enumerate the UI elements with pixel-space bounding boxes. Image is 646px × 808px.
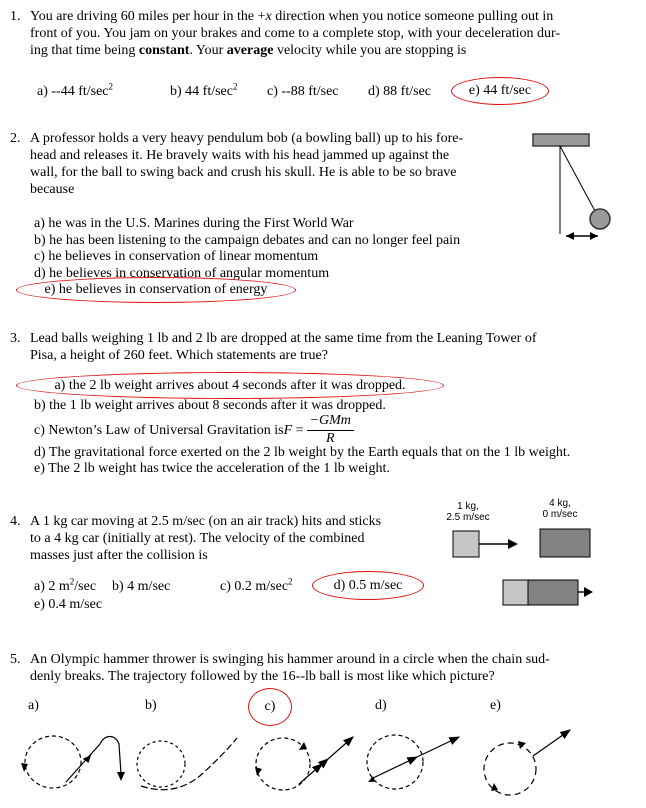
- trajectory-d: [363, 726, 470, 796]
- q5-text-line2: denly breaks. The trajectory followed by the 16--lb ball is most like which picture?: [30, 669, 495, 684]
- q2-text-line2: head and releases it. He bravely waits with his head jammed up against the: [30, 148, 450, 163]
- q4-option-c: c) 0.2 $m/\sec^2$: [220, 576, 293, 594]
- car2-block: [540, 529, 590, 557]
- car1-speed-label: 2.5 m/sec: [446, 512, 490, 523]
- formula-F: F: [283, 422, 293, 438]
- q2-option-d: d) he believes in conservation of angular momentum: [34, 266, 330, 281]
- combined-light-block: [503, 580, 528, 605]
- formula-equals: =: [295, 422, 304, 438]
- q1-option-d: d) 88 ft/sec: [368, 84, 431, 99]
- rotation-arrow-a: [21, 763, 28, 772]
- q5-label-a: a): [28, 698, 39, 713]
- collision-diagram: [440, 495, 646, 610]
- q3-number: 3.: [10, 331, 21, 346]
- q4-option-b: b) 4 m/sec: [112, 579, 171, 594]
- q4-text-line3: masses just after the collision is: [30, 548, 208, 563]
- combined-arrowhead: [584, 587, 593, 597]
- trajectory-path-d: [371, 737, 459, 779]
- q3-text-line2: Pisa, a height of 260 feet. Which statements are true?: [30, 348, 328, 363]
- circle-path-d: [367, 735, 423, 789]
- q1-text-line1: You are driving 60 miles per hour in the +x direction when you notice someone pulling out in: [30, 9, 554, 24]
- q3-answer-oval: [16, 372, 444, 399]
- trajectory-c: [253, 727, 365, 799]
- car1-arrowhead: [508, 539, 518, 549]
- circle-path-a: [25, 736, 81, 788]
- q2-answer-oval: [16, 277, 296, 303]
- q5-answer-oval: [248, 688, 292, 726]
- q4-option-a: a) 2 $m^2/\sec$: [34, 576, 97, 594]
- q4-number: 4.: [10, 514, 21, 529]
- trajectory-a: [16, 726, 138, 804]
- trajectory-e: [480, 721, 592, 801]
- q4-text-line2: to a 4 kg car (initially at rest). The velocity of the combined: [30, 531, 365, 546]
- q2-text-line1: A professor holds a very heavy pendulum bob (a bowling ball) up to his fore-: [30, 131, 464, 146]
- combined-dark-block: [528, 580, 578, 605]
- q2-option-b: b) he has been listening to the campaign debates and can no longer feel pain: [34, 233, 461, 248]
- q3-option-b: b) the 1 lb weight arrives about 8 seconds after it was dropped.: [34, 398, 386, 413]
- q2-text-line3: wall, for the ball to swing back and crush his skull. He is able to be so brave: [30, 165, 457, 180]
- q1-text-line3: ing that time being constant. Your average velocity while you are stopping is: [30, 43, 467, 58]
- trajectory-path-a: [66, 737, 121, 783]
- q4-option-e: e) 0.4 m/sec: [34, 597, 103, 612]
- q5-label-d: d): [375, 698, 387, 713]
- q2-option-a: a) he was in the U.S. Marines during the First World War: [34, 216, 354, 231]
- q5-label-b: b): [145, 698, 157, 713]
- pendulum-diagram: [525, 128, 635, 246]
- car2-speed-label: 0 m/sec: [542, 509, 578, 520]
- rotation-arrow-e-top: [518, 741, 526, 749]
- car1-block: [453, 531, 479, 557]
- q2-option-e: e) he believes in conservation of energy: [44, 282, 268, 297]
- swing-arrowhead-right: [590, 232, 598, 240]
- q5-label-e: e): [490, 698, 501, 713]
- q2-number: 2.: [10, 131, 21, 146]
- q3-option-a: a) the 2 lb weight arrives about 4 seconds after it was dropped.: [54, 377, 406, 393]
- q4-option-d: d) 0.5 m/sec: [333, 577, 403, 593]
- pendulum-bob: [590, 209, 610, 229]
- formula-numerator: −GMm: [307, 414, 354, 431]
- q3-text-line1: Lead balls weighing 1 lb and 2 lb are dropped at the same time from the Leaning Tower of: [30, 331, 537, 346]
- car1-mass-label: 1 kg,: [457, 501, 479, 512]
- formula-fraction: [307, 414, 354, 446]
- end-arrowhead-a: [117, 772, 125, 781]
- formula-denominator: R: [325, 430, 335, 446]
- q5-number: 5.: [10, 652, 21, 667]
- car2-mass-label: 4 kg,: [549, 498, 571, 509]
- pendulum-ceiling: [533, 134, 589, 146]
- q1-answer-oval: [451, 77, 549, 105]
- trajectory-path-e: [533, 730, 570, 756]
- q1-option-b: b) 44 $ft/\sec^2$: [170, 81, 238, 99]
- q5-text-line1: An Olympic hammer thrower is swinging his hammer around in a circle when the chain sud-: [30, 652, 550, 667]
- trajectory-path-b: [141, 738, 237, 790]
- trajectory-b: [133, 733, 247, 795]
- circle-path-e: [484, 743, 536, 795]
- q1-option-c: c) --88 ft/sec: [267, 84, 339, 99]
- q1-option-a: a) --44 $ft/\sec^2$: [37, 81, 114, 99]
- swing-arrowhead-left: [566, 232, 574, 240]
- pendulum-string: [560, 146, 595, 211]
- q2-option-c: c) he believes in conservation of linear momentum: [34, 249, 319, 264]
- q1-number: 1.: [10, 9, 21, 24]
- q4-answer-oval: [312, 571, 424, 600]
- trajectory-path-c: [299, 737, 353, 784]
- circle-path-b: [137, 741, 185, 787]
- q3-option-d: d) The gravitational force exerted on the 2 lb weight by the Earth equals that on the 1 lb weight.: [34, 445, 571, 460]
- q1-text-line2: front of you. You jam on your brakes and come to a complete stop, with your deceleration dur-: [30, 26, 561, 41]
- q5-label-c: c): [264, 699, 276, 714]
- q3-option-e: e) The 2 lb weight has twice the acceleration of the 1 lb weight.: [34, 461, 390, 476]
- q4-text-line1: A 1 kg car moving at 2.5 m/sec (on an air track) hits and sticks: [30, 514, 382, 529]
- q3-option-c: c) Newton’s Law of Universal Gravitation is F = $\frac{\text{−GMm}}{R}$: [34, 414, 354, 446]
- q1-variable-x: x: [265, 9, 272, 24]
- q1-option-e: e) 44 ft/sec: [468, 83, 532, 98]
- q2-text-line4: because: [30, 182, 75, 197]
